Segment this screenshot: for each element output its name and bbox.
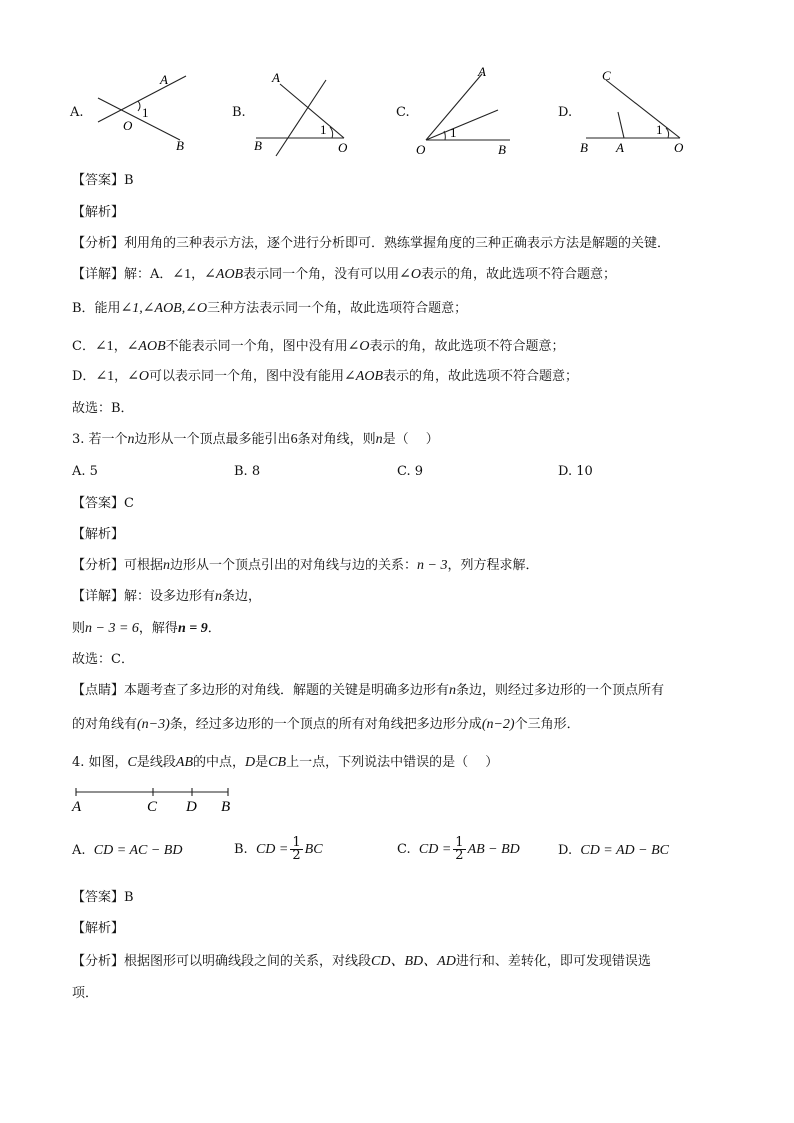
- detail-text: C．: [72, 339, 95, 354]
- fig-d-label-b: B: [580, 140, 588, 155]
- option-expr: CD =: [418, 842, 452, 857]
- fenxi-text: 根据图形可以明确线段之间的关系，对线段: [124, 954, 372, 969]
- math-six: 6: [290, 432, 298, 447]
- dianjing-text: 的对角线有: [72, 717, 138, 732]
- math-angle-o: ∠O: [127, 369, 150, 384]
- seg-label-c: C: [147, 799, 158, 815]
- option-label: B.: [234, 842, 248, 857]
- q4-analysis-tag: 【解析】: [72, 921, 125, 936]
- stem-text: 的中点，: [193, 755, 246, 770]
- q3-fenxi-line: [72, 557, 539, 575]
- answer-value: B: [124, 173, 134, 188]
- figure-b-option-label: B.: [232, 105, 246, 120]
- figure-d-angle-with-segment: [576, 66, 694, 161]
- math-angle-1: ∠1: [172, 267, 192, 282]
- detail-text: B．能用: [72, 301, 121, 316]
- q2-detail-a-line: [72, 266, 616, 284]
- fig-d-label-o: O: [674, 140, 684, 155]
- option-expr: CD =: [255, 842, 289, 857]
- q4-segment-figure: [70, 784, 240, 816]
- detail-text: D．: [72, 369, 96, 384]
- comma: ，: [114, 369, 128, 384]
- fenxi-text: 可根据: [124, 558, 164, 573]
- fig-c-label-o: O: [416, 142, 426, 157]
- detail-text: 表示的角，故此选项不符合题意；: [420, 267, 616, 282]
- seg-label-d: D: [186, 799, 197, 815]
- q3-conclusion: 故选：C．: [72, 652, 134, 667]
- fig-a-label-o: O: [123, 118, 133, 133]
- stem-text: 3. 若一个: [72, 432, 128, 447]
- detail-text: 三种方法表示同一个角，故此选项符合题意；: [207, 301, 468, 316]
- math-equation: n − 3 = 6: [85, 621, 139, 636]
- detail-text: 表示的角，故此选项不符合题意；: [369, 339, 565, 354]
- q3-answer-line: [72, 495, 134, 513]
- q4-fenxi-line-1: [72, 953, 651, 971]
- fenxi-tag: 【分析】: [72, 558, 125, 573]
- fraction-denominator: 2: [455, 848, 464, 863]
- figure-a-intersecting-lines: [90, 70, 200, 160]
- fenxi-text: ，列方程求解．: [447, 558, 539, 573]
- seg-label-b: B: [221, 799, 231, 815]
- figure-c-option-label: C.: [396, 105, 410, 120]
- math-angle-aob: ∠AOB: [126, 339, 166, 354]
- period: ．: [207, 621, 221, 636]
- option-label: D.: [558, 843, 573, 858]
- option-expr: BC: [304, 842, 323, 857]
- dianjing-text: 条，经过多边形的一个顶点的所有对角线把多边形分成: [169, 717, 482, 732]
- detail-text: 表示的角，故此选项不符合题意；: [383, 369, 579, 384]
- math-c: C: [127, 755, 137, 770]
- math-n: n: [449, 683, 457, 698]
- detail-text: 解：A．: [124, 267, 173, 282]
- fig-b-label-1: 1: [320, 122, 327, 137]
- option-expr: CD = AC − BD: [93, 843, 183, 858]
- fig-d-label-a: A: [616, 140, 624, 155]
- q3-equation-line: [72, 620, 221, 638]
- math-expr: (n−2): [481, 717, 515, 732]
- answer-value: B: [124, 890, 134, 905]
- dianjing-text: 条边，则经过多边形的一个顶点所有: [456, 683, 665, 698]
- q4-option-d[interactable]: [558, 842, 669, 860]
- q2-fenxi-line: [72, 235, 670, 253]
- dianjing-text: 个三角形．: [514, 717, 580, 732]
- fenxi-text: 边形从一个顶点引出的对角线与边的关系：: [170, 558, 418, 573]
- seg-label-a: A: [72, 799, 82, 815]
- detail-text: ，解得: [138, 621, 178, 636]
- fig-c-label-a: A: [478, 64, 486, 79]
- fig-c-label-1: 1: [450, 125, 457, 140]
- q2-detail-d-line: [72, 368, 578, 386]
- fig-b-label-o: O: [338, 140, 348, 155]
- q4-answer-line: [72, 889, 134, 907]
- stem-text: 4. 如图，: [72, 755, 128, 770]
- option-expr: CD = AD − BC: [580, 843, 670, 858]
- q3-option-a[interactable]: A. 5: [72, 464, 98, 479]
- q3-stem: [72, 431, 439, 449]
- fenxi-tag: 【分析】: [72, 236, 125, 251]
- dianjing-text: 本题考查了多边形的对角线．解题的关键是明确多边形有: [124, 683, 450, 698]
- math-angle-1: ∠1: [94, 339, 114, 354]
- math-angle-o: ∠O: [399, 267, 421, 282]
- fig-c-label-b: B: [498, 142, 506, 157]
- math-angle-1: ∠1: [95, 369, 115, 384]
- answer-value: C: [124, 496, 134, 511]
- fenxi-text: 进行和、差转化，即可发现错误选: [455, 954, 651, 969]
- answer-tag: 【答案】: [72, 173, 125, 188]
- fig-a-label-b: B: [176, 138, 184, 153]
- q4-option-a[interactable]: [72, 842, 182, 860]
- q3-option-b[interactable]: B. 8: [234, 464, 261, 479]
- answer-tag: 【答案】: [72, 496, 125, 511]
- q2-conclusion: 故选：B．: [72, 401, 134, 416]
- fig-d-label-c: C: [602, 68, 611, 83]
- q3-option-d[interactable]: D. 10: [558, 464, 593, 479]
- q4-stem: [72, 754, 498, 772]
- figure-b-angle-with-crossing-line: [250, 70, 360, 160]
- q3-analysis-tag: 【解析】: [72, 527, 125, 542]
- math-d: D: [245, 755, 256, 770]
- stem-text: 条对角线，则: [297, 432, 376, 447]
- q2-answer-line: [72, 172, 134, 190]
- math-angles: ∠1,∠AOB,∠O: [120, 301, 208, 316]
- q2-detail-c-line: [72, 338, 565, 356]
- math-n: n: [375, 432, 383, 447]
- q2-detail-b-line: [72, 300, 467, 318]
- fraction-numerator: 1: [292, 835, 301, 850]
- q4-option-b[interactable]: [234, 832, 323, 868]
- fig-b-label-b: B: [254, 138, 262, 153]
- math-expr: (n−3): [137, 717, 170, 732]
- fenxi-tag: 【分析】: [72, 954, 125, 969]
- fraction-numerator: 1: [455, 835, 464, 850]
- math-result: n = 9: [177, 621, 208, 636]
- fraction-one-half: [453, 837, 465, 862]
- math-expr: n − 3: [417, 558, 448, 573]
- q3-option-c[interactable]: C. 9: [397, 464, 424, 479]
- figure-d-option-label: D.: [558, 105, 573, 120]
- option-label: C.: [397, 842, 411, 857]
- stem-text: 边形从一个顶点最多能引出: [134, 432, 291, 447]
- figure-c-angle-with-ray: [410, 64, 520, 159]
- math-n: n: [215, 589, 223, 604]
- fraction-one-half: [290, 837, 302, 862]
- option-label: A.: [72, 843, 86, 858]
- q3-detail-line: [72, 588, 261, 606]
- math-n: n: [163, 558, 171, 573]
- dianjing-tag: 【点睛】: [72, 683, 125, 698]
- fenxi-text: 利用角的三种表示方法，逐个进行分析即可．熟练掌握角度的三种正确表示方法是解题的关键．: [124, 236, 671, 251]
- math-n: n: [127, 432, 135, 447]
- detail-text: 条边，: [222, 589, 262, 604]
- detail-text: 表示同一个角，没有可以用: [243, 267, 400, 282]
- math-angle-o: ∠O: [347, 339, 370, 354]
- fig-b-label-a: A: [272, 70, 280, 85]
- fig-d-label-1: 1: [656, 122, 663, 137]
- detail-text: 解：设多边形有: [124, 589, 216, 604]
- q3-dianjing-line-2: [72, 716, 580, 734]
- detail-tag: 【详解】: [72, 267, 125, 282]
- figure-a-option-label: A.: [70, 105, 84, 120]
- answer-tag: 【答案】: [72, 890, 125, 905]
- comma: ，: [113, 339, 127, 354]
- stem-text: 是线段: [136, 755, 176, 770]
- math-angle-aob: ∠AOB: [344, 369, 383, 384]
- q4-fenxi-line-2: 项．: [72, 986, 99, 1001]
- q4-option-c[interactable]: [397, 832, 520, 868]
- math-angle-aob: ∠AOB: [204, 267, 244, 282]
- stem-text: 上一点，下列说法中错误的是（ ）: [286, 755, 499, 770]
- detail-tag: 【详解】: [72, 589, 125, 604]
- detail-text: 可以表示同一个角，图中没有能用: [149, 369, 345, 384]
- fig-a-label-1: 1: [142, 105, 149, 120]
- q3-dianjing-line-1: [72, 682, 664, 700]
- math-cb: CB: [268, 755, 287, 770]
- q2-analysis-tag: 【解析】: [72, 205, 125, 220]
- math-segments: CD、BD、AD: [371, 954, 456, 969]
- option-expr: AB − BD: [467, 842, 520, 857]
- fraction-denominator: 2: [292, 848, 301, 863]
- stem-text: 是: [255, 755, 269, 770]
- detail-text: 不能表示同一个角，图中没有用: [165, 339, 348, 354]
- stem-text: 是（ ）: [382, 432, 439, 447]
- comma: ，: [191, 267, 205, 282]
- detail-text: 则: [72, 621, 86, 636]
- fig-a-label-a: A: [160, 72, 168, 87]
- math-ab: AB: [175, 755, 194, 770]
